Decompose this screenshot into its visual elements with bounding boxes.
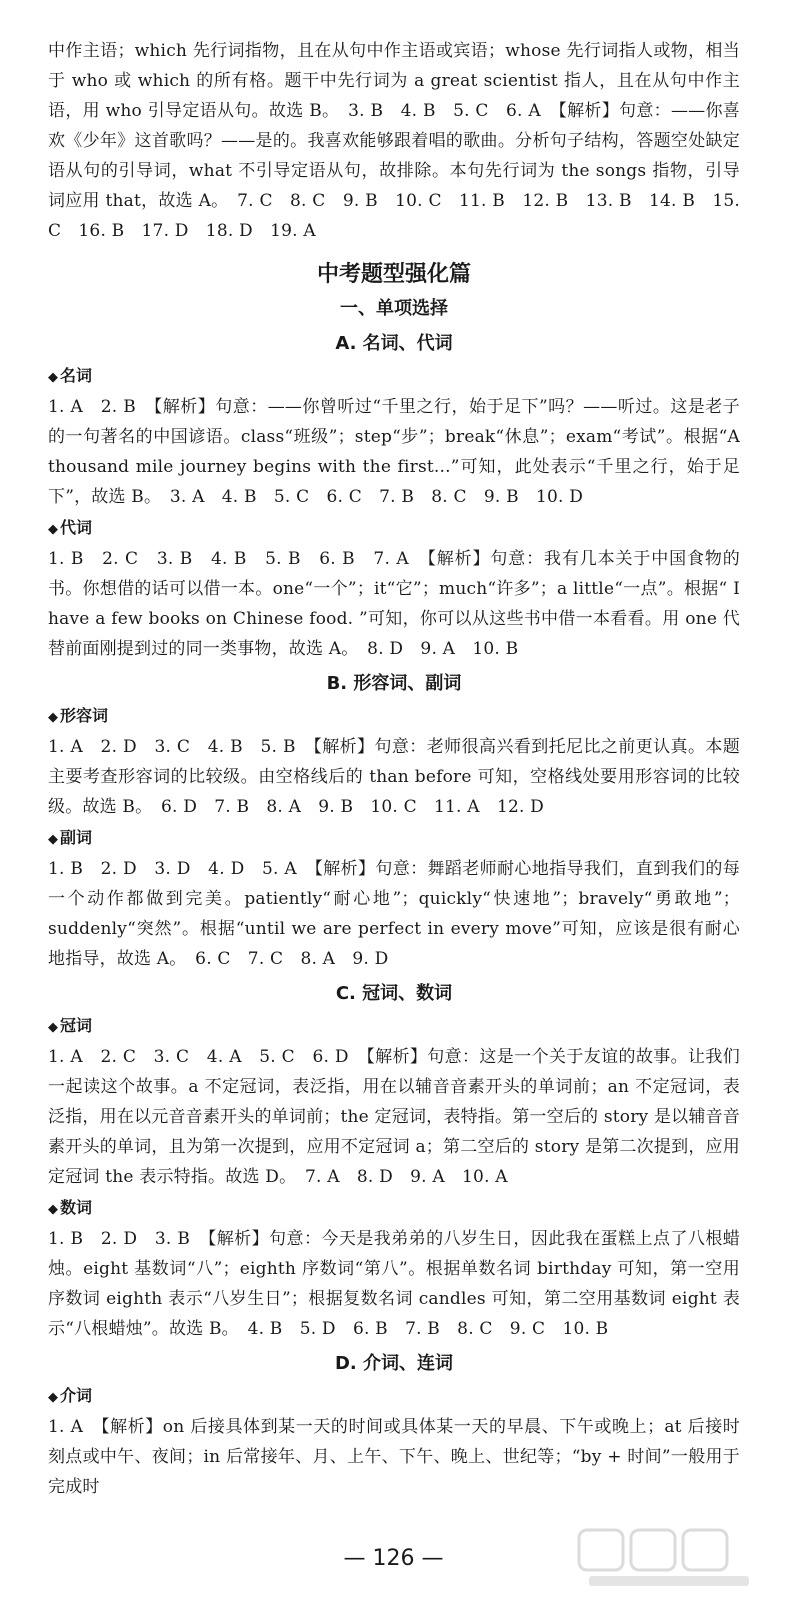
subhead-adjective-label: 形容词 xyxy=(60,706,109,725)
subhead-pronoun-label: 代词 xyxy=(60,518,93,537)
subhead-adverb-label: 副词 xyxy=(60,828,93,847)
subhead-preposition xyxy=(48,1382,740,1412)
diamond-icon: ◆ xyxy=(48,1390,58,1405)
subhead-noun xyxy=(48,362,740,392)
subhead-adverb xyxy=(48,824,740,854)
page-number: — 126 — xyxy=(343,1546,444,1571)
diamond-icon: ◆ xyxy=(48,522,58,537)
watermark-logo xyxy=(569,1522,769,1592)
adjective-answers: 1. A 2. D 3. C 4. B 5. B 【解析】句意：老师很高兴看到托尼比之前更认真。本题主要考查形容词的比较级。由空格线后的 than before 可知，空格线处要用形容词的比较级。故选 B。 6. D 7. B 8. A 9. B 10. C 11. A 12. D xyxy=(48,737,740,817)
section-a-title: A. 名词、代词 xyxy=(335,333,453,354)
numeral-answers: 1. B 2. D 3. B 【解析】句意：今天是我弟弟的八岁生日，因此我在蛋糕上点了八根蜡烛。eight 基数词“八”；eighth 序数词“第八”。根据单数名词 birthday 可知，第一空用序数词 eighth 表示“八岁生日”；根据复数名词 candles 可知，第二空用基数词 eight 表示“八根蜡烛”。故选 B。 4. B 5. D 6. B 7. B 8. C 9. C 10. B xyxy=(48,1229,740,1339)
subhead-adjective xyxy=(48,702,740,732)
subhead-preposition-label: 介词 xyxy=(60,1386,93,1405)
answer-page xyxy=(48,36,740,1502)
sub-title: 一、单项选择 xyxy=(340,298,448,319)
noun-answers: 1. A 2. B 【解析】句意：——你曾听过“千里之行，始于足下”吗？——听过。这是老子的一句著名的中国谚语。class“班级”；step“步”；break“休息”；exam“考试”。根据“A thousand mile journey begins with the first...”可知，此处表示“千里之行，始于足下”，故选 B。 3. A 4. B 5. C 6. C 7. B 8. C 9. B 10. D xyxy=(48,397,740,507)
diamond-icon: ◆ xyxy=(48,1202,58,1217)
section-d-title: D. 介词、连词 xyxy=(334,1353,454,1374)
section-b-title: B. 形容词、副词 xyxy=(326,673,462,694)
diamond-icon: ◆ xyxy=(48,710,58,725)
adverb-answers: 1. B 2. D 3. D 4. D 5. A 【解析】句意：舞蹈老师耐心地指导我们，直到我们的每一个动作都做到完美。patiently“耐心地”；quickly“快速地”；bravely“勇敢地”；suddenly“突然”。根据“until we are perfect in every move”可知，应该是很有耐心地指导，故选 A。 6. C 7. C 8. A 9. D xyxy=(48,859,740,969)
subhead-numeral xyxy=(48,1194,740,1224)
intro-paragraph: 中作主语；which 先行词指物，且在从句中作主语或宾语；whose 先行词指人或物，相当于 who 或 which 的所有格。题干中先行词为 a great scientist 指人，且在从句中作主语，用 who 引导定语从句。故选 B。 3. B 4. B 5. C 6. A 【解析】句意：——你喜欢《少年》这首歌吗？——是的。我喜欢能够跟着唱的歌曲。分析句子结构，答题空处缺定语从句的引导词，what 不引导定语从句，故排除。本句先行词为 the songs 指物，引导词应用 that，故选 A。 7. C 8. C 9. B 10. C 11. B 12. B 13. B 14. B 15. C 16. B 17. D 18. D 19. A xyxy=(48,41,740,241)
preposition-answers: 1. A 【解析】on 后接具体到某一天的时间或具体某一天的早晨、下午或晚上；at 后接时刻点或中午、夜间；in 后常接年、月、上午、下午、晚上、世纪等；“by + 时间”一般用于完成时 xyxy=(48,1417,740,1497)
diamond-icon: ◆ xyxy=(48,370,58,385)
article-answers: 1. A 2. C 3. C 4. A 5. C 6. D 【解析】句意：这是一个关于友谊的故事。让我们一起读这个故事。a 不定冠词，表泛指，用在以辅音音素开头的单词前；an 不定冠词，表泛指，用在以元音音素开头的单词前；the 定冠词，表特指。第一空后的 story 是以辅音音素开头的单词，且为第一次提到，应用不定冠词 a；第二空后的 story 是第二次提到，应用定冠词 the 表示特指。故选 D。 7. A 8. D 9. A 10. A xyxy=(48,1047,740,1187)
main-title: 中考题型强化篇 xyxy=(316,262,471,287)
diamond-icon: ◆ xyxy=(48,832,58,847)
subhead-article-label: 冠词 xyxy=(60,1016,93,1035)
subhead-article xyxy=(48,1012,740,1042)
section-c-title: C. 冠词、数词 xyxy=(335,983,453,1004)
pronoun-answers: 1. B 2. C 3. B 4. B 5. B 6. B 7. A 【解析】句意：我有几本关于中国食物的书。你想借的话可以借一本。one“一个”；it“它”；much“许多”；a little“一点”。根据“ I have a few books on Chinese food. ”可知，你可以从这些书中借一本看看。用 one 代替前面刚提到过的同一类事物，故选 A。 8. D 9. A 10. B xyxy=(48,549,740,659)
subhead-pronoun xyxy=(48,514,740,544)
diamond-icon: ◆ xyxy=(48,1020,58,1035)
subhead-numeral-label: 数词 xyxy=(60,1198,93,1217)
subhead-noun-label: 名词 xyxy=(60,366,93,385)
